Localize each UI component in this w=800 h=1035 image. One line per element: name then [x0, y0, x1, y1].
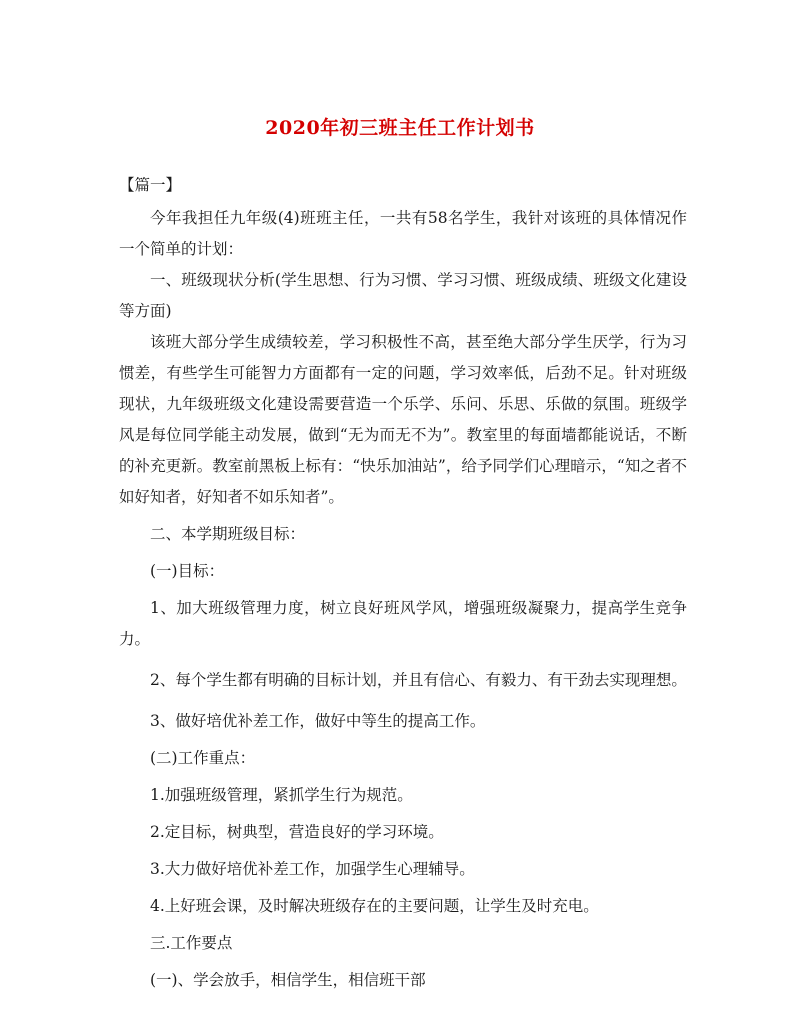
- focus-item-2: 2.定目标，树典型，营造良好的学习环境。: [150, 823, 444, 841]
- work-point-1: (一)、学会放手，相信学生，相信班干部: [150, 971, 426, 989]
- heading-situation-analysis: 一、班级现状分析(学生思想、行为习惯、学习习惯、班级成绩、班级文化建设等方面): [119, 271, 687, 320]
- goal-item-1: 1、加大班级管理力度，树立良好班风学风，增强班级凝聚力，提高学生竞争力。: [119, 599, 687, 648]
- subheading-goals: (一)目标：: [150, 562, 225, 580]
- heading-semester-goals: 二、本学期班级目标：: [150, 525, 306, 543]
- focus-item-1: 1.加强班级管理，紧抓学生行为规范。: [150, 786, 413, 804]
- section-tag: 【篇一】: [119, 176, 182, 194]
- paragraph-situation-detail: 该班大部分学生成绩较差，学习积极性不高，甚至绝大部分学生厌学，行为习惯差，有些学生可能智力方面都有一定的问题，学习效率低，后劲不足。针对班级现状，九年级班级文化建设需要营造一个乐学、乐问、乐思、乐做的氛围。班级学风是每位同学能主动发展，做到“无为而无不为”。教室里的每面墙都能说话，不断的补充更新。教室前黑板上标有：“快乐加油站”，给予同学们心理暗示，“知之者不如好知者，好知者不如乐知者”。: [119, 333, 687, 506]
- focus-item-4: 4.上好班会课，及时解决班级存在的主要问题，让学生及时充电。: [150, 897, 599, 915]
- paragraph-intro: 今年我担任九年级(4)班班主任，一共有58名学生，我针对该班的具体情况作一个简单的计划：: [119, 209, 687, 258]
- focus-item-3: 3.大力做好培优补差工作，加强学生心理辅导。: [150, 860, 475, 878]
- document-title: 2020年初三班主任工作计划书: [265, 117, 535, 139]
- heading-work-points: 三.工作要点: [150, 934, 233, 952]
- goal-item-2: 2、每个学生都有明确的目标计划，并且有信心、有毅力、有干劲去实现理想。: [150, 671, 687, 689]
- goal-item-3: 3、做好培优补差工作，做好中等生的提高工作。: [150, 712, 486, 730]
- document-body: [119, 170, 687, 996]
- subheading-work-focus: (二)工作重点：: [150, 749, 256, 767]
